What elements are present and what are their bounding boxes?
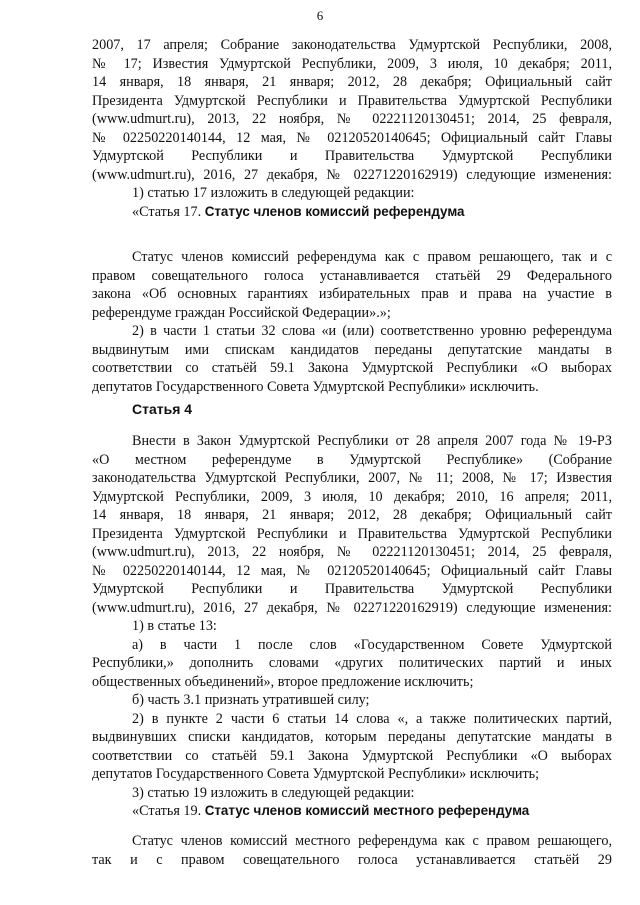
article-17-body	[92, 248, 612, 396]
amendment-line: 3) статью 19 изложить в следующей редакции:	[132, 784, 415, 801]
article-17-heading	[92, 203, 612, 222]
amendment-line: депутатов Государственного Совета Удмуртской Республики» исключить;	[92, 766, 540, 782]
text-line: 14 января, 18 января, 21 января; 2012, 28 декабря; Официальный сайт	[92, 74, 612, 90]
text-line: Статус членов комиссий местного референдума как с правом решающего,	[132, 833, 612, 849]
text-line: Президента Удмуртской Республики и Правительства Удмуртской Республики	[92, 525, 612, 542]
amendment-line: 2) в пункте 2 части 6 статьи 14 слова «, а также политических партий,	[132, 710, 612, 727]
article-19-heading	[92, 802, 612, 821]
amendment-line: а) в части 1 после слов «Государственном Совете Удмуртской	[132, 636, 612, 653]
text-line: референдуме граждан Российской Федерации».»;	[92, 304, 391, 321]
text-line: (www.udmurt.ru), 2016, 27 декабря, № 02271220162919) следующие изменения:	[92, 166, 612, 183]
amendments-list	[92, 617, 612, 802]
text-line: так и с правом совещательного голоса устанавливается статьёй 29	[92, 851, 612, 868]
text-line: депутатов Государственного Совета Удмуртской Республики» исключить.	[92, 378, 539, 395]
page-number: 6	[316, 8, 324, 23]
text-line: (www.udmurt.ru), 2013, 22 ноября, № 02221120130451; 2014, 25 февраля,	[92, 111, 612, 127]
text-line: Удмуртской Республики и Правительства Удмуртской Республики	[92, 581, 612, 597]
text-line: выдвинутым ими спискам кандидатов переданы депутатские мандаты в	[92, 341, 612, 358]
amendment-line: выдвинувших списки кандидатов, которым переданы депутатские мандаты в	[92, 729, 612, 745]
amendment-line: соответствии со статьёй 59.1 Закона Удмуртской Республики «О выборах	[92, 747, 612, 764]
article-4-intro	[92, 432, 612, 617]
amendment-line: б) часть 3.1 признать утратившей силу;	[132, 692, 370, 708]
text-line: законодательства Удмуртской Республики, 2007, № 11; 2008, № 17; Известия	[92, 470, 612, 486]
references-paragraph-1	[92, 36, 612, 221]
article-17-prefix: «Статья 17.	[132, 203, 205, 220]
text-line: Статус членов комиссий референдума как с правом решающего, так и с	[132, 249, 612, 265]
text-line: правом совещательного голоса устанавливается статьёй 29 Федерального	[92, 267, 612, 284]
text-line: Внести в Закон Удмуртской Республики от 28 апреля 2007 года № 19-РЗ	[132, 433, 612, 449]
text-line: № 02250220140144, 12 мая, № 02120520140645; Официальный сайт Главы	[92, 562, 612, 579]
text-line: Удмуртской Республики и Правительства Удмуртской Республики	[92, 148, 612, 164]
article-19-title: Статус членов комиссий местного референдума	[204, 803, 530, 818]
text-line: закона «Об основных гарантиях избирательных прав и права на участие в	[92, 286, 612, 302]
item-1-line: 1) статью 17 изложить в следующей редакции:	[132, 185, 415, 201]
text-line: 2) в части 1 статьи 32 слова «и (или) соответственно уровню референдума	[132, 323, 612, 339]
text-line: «О местном референдуме в Удмуртской Республике» (Собрание	[92, 451, 612, 468]
text-line: 14 января, 18 января, 21 января; 2012, 28 декабря; Официальный сайт	[92, 507, 612, 523]
text-line: Удмуртской Республики, 2009, 3 июля, 10 декабря; 2010, 16 апреля; 2011,	[92, 488, 612, 505]
text-line: Президента Удмуртской Республики и Правительства Удмуртской Республики	[92, 92, 612, 109]
amendment-line: Республики,» дополнить словами «других политических партий и иных	[92, 655, 612, 671]
text-line: № 17; Известия Удмуртской Республики, 2009, 3 июля, 10 декабря; 2011,	[92, 55, 612, 72]
article-19-heading-block	[92, 802, 612, 821]
text-line: соответствии со статьёй 59.1 Закона Удмуртской Республики «О выборах	[92, 360, 612, 376]
article-4-heading-block	[92, 400, 612, 419]
article-17-title: Статус членов комиссий референдума	[204, 203, 465, 219]
text-line: (www.udmurt.ru), 2013, 22 ноября, № 02221120130451; 2014, 25 февраля,	[92, 544, 612, 560]
amendment-line: 1) в статье 13:	[132, 618, 217, 634]
article-4-heading: Статья 4	[132, 401, 193, 417]
text-line: (www.udmurt.ru), 2016, 27 декабря, № 02271220162919) следующие изменения:	[92, 599, 612, 616]
text-line: 2007, 17 апреля; Собрание законодательства Удмуртской Республики, 2008,	[92, 37, 612, 53]
text-line: № 02250220140144, 12 мая, № 02120520140645; Официальный сайт Главы	[92, 129, 612, 146]
article-19-prefix: «Статья 19.	[132, 803, 205, 819]
amendment-line: общественных объединений», второе предложение исключить;	[92, 673, 474, 690]
article-19-body	[92, 832, 612, 869]
